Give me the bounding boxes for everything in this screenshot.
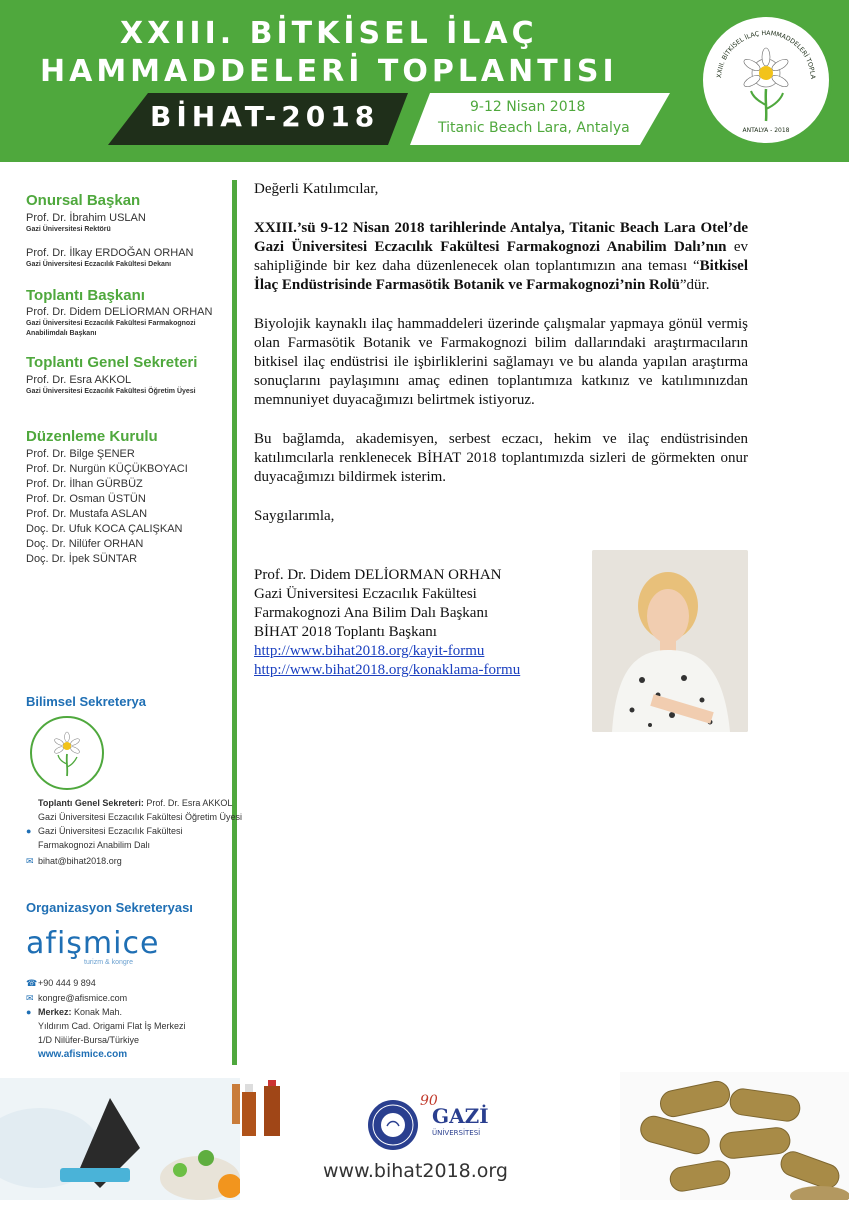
gazi-seal-icon — [368, 1100, 418, 1150]
email-icon: ✉ — [26, 856, 34, 866]
org-website[interactable]: www.afismice.com — [38, 1049, 128, 1060]
paragraph-2: Biyolojik kaynaklı ilaç hammaddeleri üzerinde çalışmalar yapmaya gönül vermiş olan Farmasötik Botanik ve Farmakognozi bilim dallarındaki araştırmacıların bitkisel ilaç endüstrisi ile işbirliklerini sağlamayı ve bu alanda yapılan araştırma sonuçlarını paylaşımını amaç edinen toplantımıza katkınız ve katılımınızdan memnuniyet duyacağımızı belirtmek istiyoruz. — [254, 316, 748, 408]
committee-member: Prof. Dr. Nurgün KÜÇÜKBOYACI — [26, 463, 188, 475]
sig-department: Farmakognozi Ana Bilim Dalı Başkanı — [254, 605, 489, 621]
chair-role-1: Gazi Üniversitesi Eczacılık Fakültesi Farmakognozi — [26, 320, 196, 327]
committee-member: Prof. Dr. İlhan GÜRBÜZ — [26, 478, 143, 490]
chamomile-small-icon — [32, 718, 102, 788]
closing: Saygılarımla, — [254, 508, 335, 524]
gazi-name: GAZİ — [432, 1104, 489, 1128]
footer-capsules-image — [620, 1072, 849, 1200]
bottles-icon — [238, 1078, 298, 1148]
org-address-1 — [38, 1007, 122, 1017]
org-address-label: Merkez: — [38, 1007, 72, 1017]
event-date: 9-12 Nisan 2018 — [470, 99, 586, 115]
registration-link[interactable]: http://www.bihat2018.org/kayit-formu — [254, 643, 485, 659]
sci-line-1-label: Toplantı Genel Sekreteri: — [38, 798, 144, 808]
gazi-sub: ÜNİVERSİTESİ — [432, 1129, 481, 1137]
portrait-image — [592, 550, 748, 732]
logo-arc-text: XXIII. BİTKİSEL İLAÇ HAMMADDELERİ TOPLA — [716, 29, 817, 80]
committee-title: Düzenleme Kurulu — [26, 428, 158, 445]
p1-bold-2: Bitkisel İlaç Endüstrisinde Farmasötik Botanik ve Farmakognozi’nin Rolü — [254, 258, 748, 293]
org-address-value: Konak Mah. — [74, 1007, 123, 1017]
header-title-line1: XXIII. BİTKİSEL İLAÇ — [120, 16, 538, 51]
committee-member: Doç. Dr. Nilüfer ORHAN — [26, 538, 144, 550]
chair-name: Prof. Dr. Didem DELİORMAN ORHAN — [26, 306, 213, 318]
sidebar-divider — [232, 180, 237, 1065]
org-phone: +90 444 9 894 — [38, 978, 96, 988]
greeting: Değerli Katılımcılar, — [254, 181, 379, 197]
secretary-title: Toplantı Genel Sekreteri — [26, 354, 198, 371]
p1-text-2: ”dür. — [679, 277, 710, 293]
header-title-line2: HAMMADDELERİ TOPLANTISI — [40, 54, 618, 89]
afismice-logo-sub: turizm & kongre — [84, 959, 134, 966]
event-venue: Titanic Beach Lara, Antalya — [438, 120, 630, 136]
email-icon: ✉ — [26, 993, 34, 1003]
location-pin-icon: ● — [26, 1007, 32, 1017]
honorary-name-1: Prof. Dr. İbrahim USLAN — [26, 212, 146, 224]
afismice-logo: afişmice — [26, 926, 160, 961]
paragraph-3: Bu bağlamda, akademisyen, serbest eczacı, hekim ve ilaç endüstrisinden katılımcılarla renklenecek BİHAT 2018 toplantımızda sizleri de görmekten onur duyacağımızı bildirmek isterim. — [254, 431, 748, 485]
event-logo — [700, 14, 832, 146]
chamomile-logo-icon — [703, 17, 829, 143]
lab-herbs-icon — [0, 1078, 240, 1200]
org-email[interactable]: kongre@afismice.com — [38, 993, 128, 1003]
committee-member: Prof. Dr. Mustafa ASLAN — [26, 508, 148, 520]
committee-member: Doç. Dr. İpek SÜNTAR — [26, 553, 138, 565]
capsules-icon — [620, 1072, 849, 1200]
accommodation-link[interactable]: http://www.bihat2018.org/konaklama-formu — [254, 662, 521, 678]
event-code: BİHAT-2018 — [150, 100, 380, 133]
sci-line-1-value: Prof. Dr. Esra AKKOL — [146, 798, 233, 808]
chair-title: Toplantı Başkanı — [26, 287, 145, 304]
secretary-role: Gazi Üniversitesi Eczacılık Fakültesi Öğretim Üyesi — [26, 388, 196, 395]
signature-block — [254, 566, 584, 680]
sci-email[interactable]: bihat@bihat2018.org — [38, 856, 122, 866]
location-pin-icon: ● — [26, 826, 32, 836]
sig-faculty: Gazi Üniversitesi Eczacılık Fakültesi — [254, 586, 477, 602]
chair-role-2: Anabilimdalı Başkanı — [26, 330, 97, 337]
sci-line-3: Gazi Üniversitesi Eczacılık Fakültesi — [38, 826, 183, 836]
org-secretariat-title: Organizasyon Sekreteryası — [26, 900, 193, 915]
committee-member: Prof. Dr. Bilge ŞENER — [26, 448, 135, 460]
p1-text-1: ev sahipliğinde bir kez daha düzenlenecek olan toplantımızın ana teması “ — [254, 239, 748, 274]
sig-name: Prof. Dr. Didem DELİORMAN ORHAN — [254, 567, 502, 583]
gazi-90-years: 90 — [420, 1093, 438, 1109]
footer-lab-image — [0, 1078, 240, 1200]
sig-role: BİHAT 2018 Toplantı Başkanı — [254, 624, 437, 640]
committee-member: Prof. Dr. Osman ÜSTÜN — [26, 493, 146, 505]
committee-member: Doç. Dr. Ufuk KOCA ÇALIŞKAN — [26, 523, 183, 535]
chair-photo — [592, 550, 748, 732]
sci-logo — [30, 716, 104, 790]
gazi-seal — [368, 1100, 418, 1150]
org-address-3: 1/D Nilüfer-Bursa/Türkiye — [38, 1035, 140, 1045]
honorary-role-2: Gazi Üniversitesi Eczacılık Fakültesi Dekanı — [26, 261, 172, 268]
secretary-name: Prof. Dr. Esra AKKOL — [26, 374, 132, 386]
sci-line-1 — [38, 798, 232, 808]
sci-line-4: Farmakognozi Anabilim Dalı — [38, 840, 151, 850]
org-address-2: Yıldırım Cad. Origami Flat İş Merkezi — [38, 1021, 186, 1031]
honorary-name-2: Prof. Dr. İlkay ERDOĞAN ORHAN — [26, 247, 194, 259]
footer-bottles-image — [238, 1078, 298, 1148]
honorary-title: Onursal Başkan — [26, 192, 141, 209]
p1-bold-1: XXIII.’sü 9-12 Nisan 2018 tarihlerinde Antalya, Titanic Beach Lara Otel’de Gazi Üniversitesi Eczacılık Fakültesi Farmakognozi Anabilim Dalı’nın — [254, 220, 748, 255]
paragraph-1 — [254, 219, 748, 295]
sci-line-2: Gazi Üniversitesi Eczacılık Fakültesi Öğretim Üyesi — [38, 812, 243, 822]
honorary-role-1: Gazi Üniversitesi Rektörü — [26, 226, 111, 233]
phone-icon: ☎ — [26, 978, 38, 988]
logo-bottom-text: ANTALYA - 2018 — [742, 127, 790, 134]
sci-secretariat-title: Bilimsel Sekreterya — [26, 694, 146, 709]
footer-website[interactable]: www.bihat2018.org — [323, 1160, 508, 1182]
